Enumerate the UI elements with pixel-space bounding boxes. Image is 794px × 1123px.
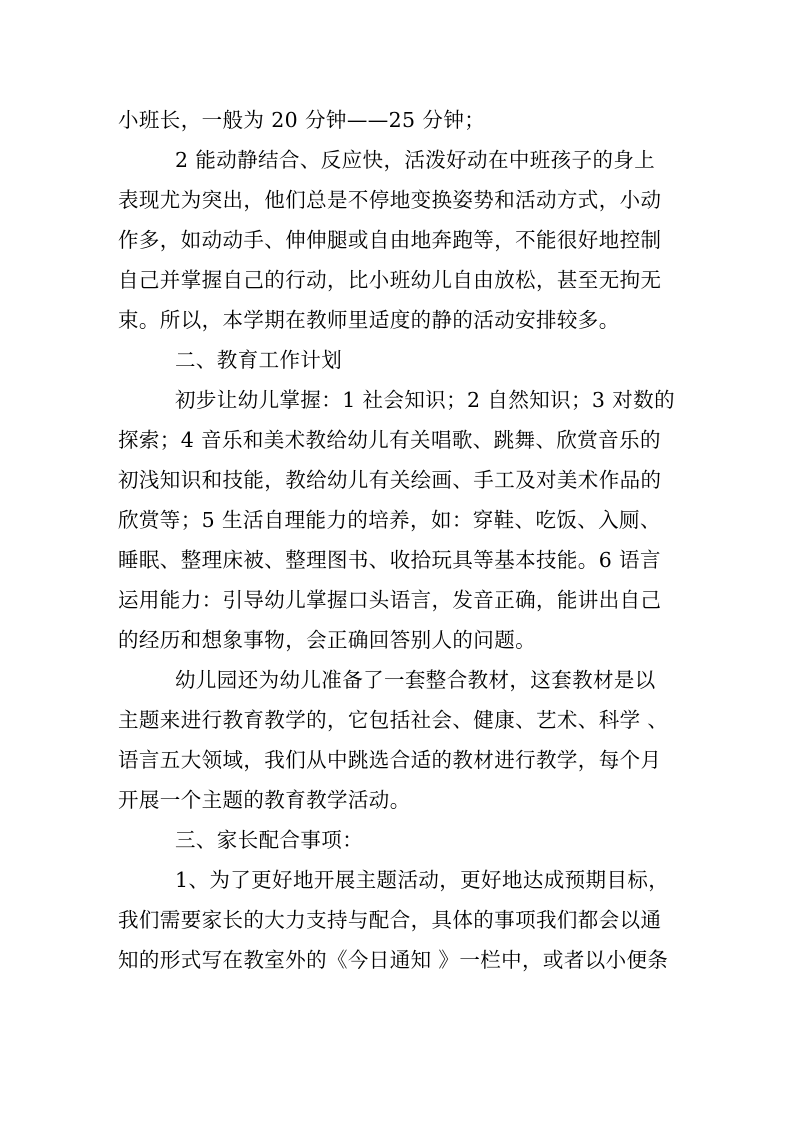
text-line: 束。所以，本学期在教师里适度的静的活动安排较多。 [118,308,620,332]
paragraph-first-line: 幼儿园还为幼儿准备了一套整合教材，这套教材是以 [175,668,656,692]
text-line: 欣赏等；5 生活自理能力的培养，如：穿鞋、吃饭、入厕、 [118,508,661,532]
text-line: 自己并掌握自己的行动，比小班幼儿自由放松，甚至无拘无 [118,268,662,292]
paragraph-first-line: 1、为了更好地开展主题活动，更好地达成预期目标， [175,868,670,892]
text-line: 我们需要家长的大力支持与配合，具体的事项我们都会以通 [118,908,662,932]
paragraph-first-line: 2 能动静结合、反应快，活泼好动在中班孩子的身上 [175,148,656,172]
text-line: 初浅知识和技能，教给幼儿有关绘画、手工及对美术作品的 [118,468,662,492]
text-line: 睡眠、整理床被、整理图书、收拾玩具等基本技能。6 语言 [118,548,661,572]
section-heading: 二、教育工作计划 [175,348,343,372]
text-line: 知的形式写在教室外的《今日通知 》一栏中，或者以小便条 [118,948,669,972]
text-line: 的经历和想象事物，会正确回答别人的问题。 [118,628,536,652]
document-body [118,100,678,980]
text-line: 运用能力：引导幼儿掌握口头语言，发音正确，能讲出自己 [118,588,662,612]
text-line: 表现尤为突出，他们总是不停地变换姿势和活动方式，小动 [118,188,662,212]
paragraph-first-line: 初步让幼儿掌握：1 社会知识；2 自然知识；3 对数的 [175,388,675,412]
text-line: 语言五大领域，我们从中跳选合适的教材进行教学，每个月 [118,748,662,772]
section-heading: 三、家长配合事项： [175,828,364,852]
text-line: 探索；4 音乐和美术教给幼儿有关唱歌、跳舞、欣赏音乐的 [118,428,661,452]
text-line: 小班长，一般为 20 分钟——25 分钟； [118,108,486,132]
text-line: 主题来进行教育教学的，它包括社会、健康、艺术、科学 、 [118,708,669,732]
text-line: 作多，如动动手、伸伸腿或自由地奔跑等，不能很好地控制 [118,228,662,252]
text-line: 开展一个主题的教育教学活动。 [118,788,411,812]
